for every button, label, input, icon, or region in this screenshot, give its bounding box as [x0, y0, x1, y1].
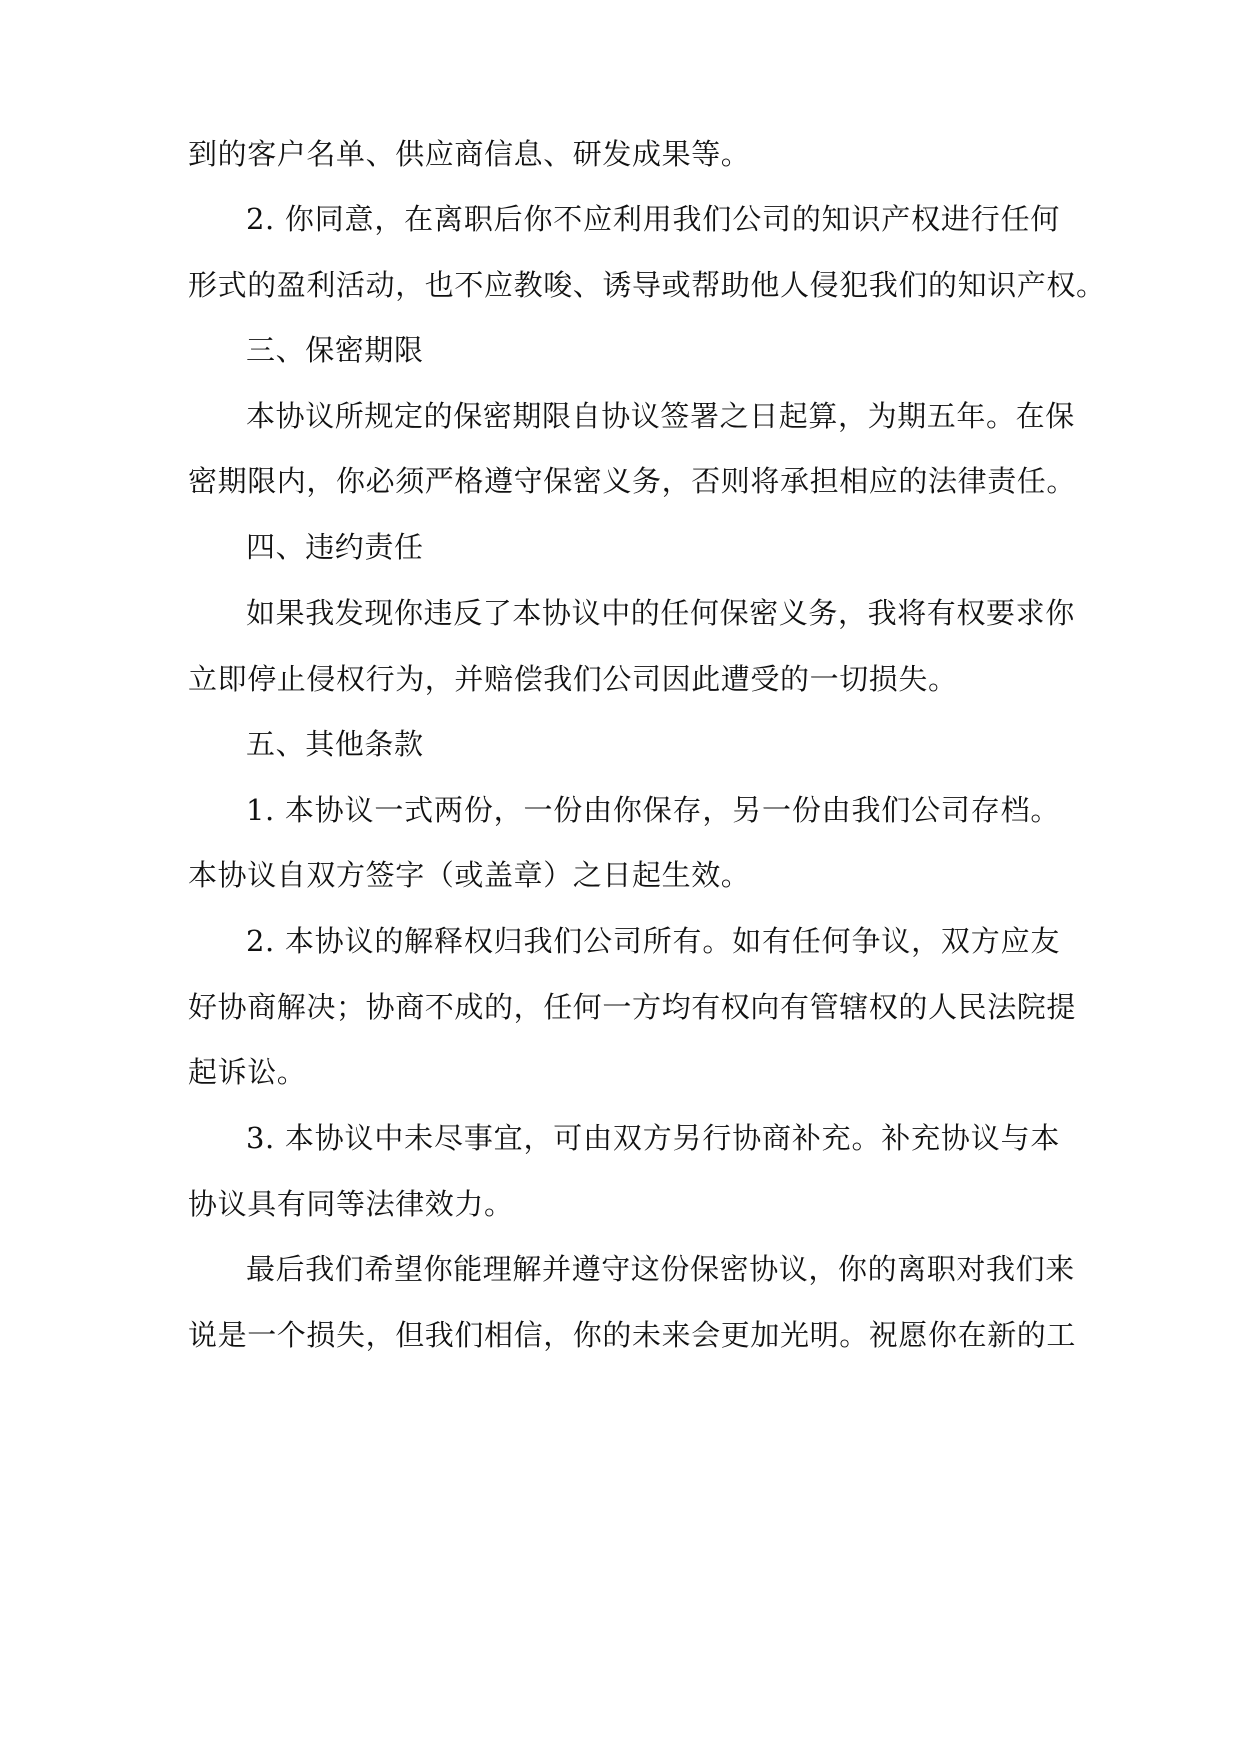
paragraph-line: 本协议所规定的保密期限自协议签署之日起算，为期五年。在保	[246, 399, 1075, 433]
paragraph-line: 如果我发现你违反了本协议中的任何保密义务，我将有权要求你	[246, 596, 1075, 630]
paragraph-line: 起诉讼。	[188, 1055, 307, 1089]
section-heading: 四、违约责任	[246, 530, 424, 564]
paragraph-line: 本协议自双方签字（或盖章）之日起生效。	[188, 858, 751, 892]
paragraph-line: 最后我们希望你能理解并遵守这份保密协议，你的离职对我们来	[246, 1252, 1075, 1286]
section-heading: 五、其他条款	[246, 727, 424, 761]
paragraph-line: 1. 本协议一式两份，一份由你保存，另一份由我们公司存档。	[246, 793, 1060, 827]
paragraph-line: 形式的盈利活动，也不应教唆、诱导或帮助他人侵犯我们的知识产权。	[188, 268, 1106, 302]
paragraph-line: 3. 本协议中未尽事宜，可由双方另行协商补充。补充协议与本	[246, 1121, 1060, 1155]
paragraph-line: 2. 你同意，在离职后你不应利用我们公司的知识产权进行任何	[246, 202, 1060, 236]
paragraph-line: 密期限内，你必须严格遵守保密义务，否则将承担相应的法律责任。	[188, 464, 1077, 498]
paragraph-line: 协议具有同等法律效力。	[188, 1187, 514, 1221]
paragraph-line: 2. 本协议的解释权归我们公司所有。如有任何争议，双方应友	[246, 924, 1060, 958]
paragraph-line: 好协商解决；协商不成的，任何一方均有权向有管辖权的人民法院提	[188, 990, 1077, 1024]
paragraph-line: 说是一个损失，但我们相信，你的未来会更加光明。祝愿你在新的工	[188, 1318, 1077, 1352]
paragraph-line: 立即停止侵权行为，并赔偿我们公司因此遭受的一切损失。	[188, 662, 958, 696]
section-heading: 三、保密期限	[246, 333, 424, 367]
paragraph-line: 到的客户名单、供应商信息、研发成果等。	[188, 137, 751, 171]
